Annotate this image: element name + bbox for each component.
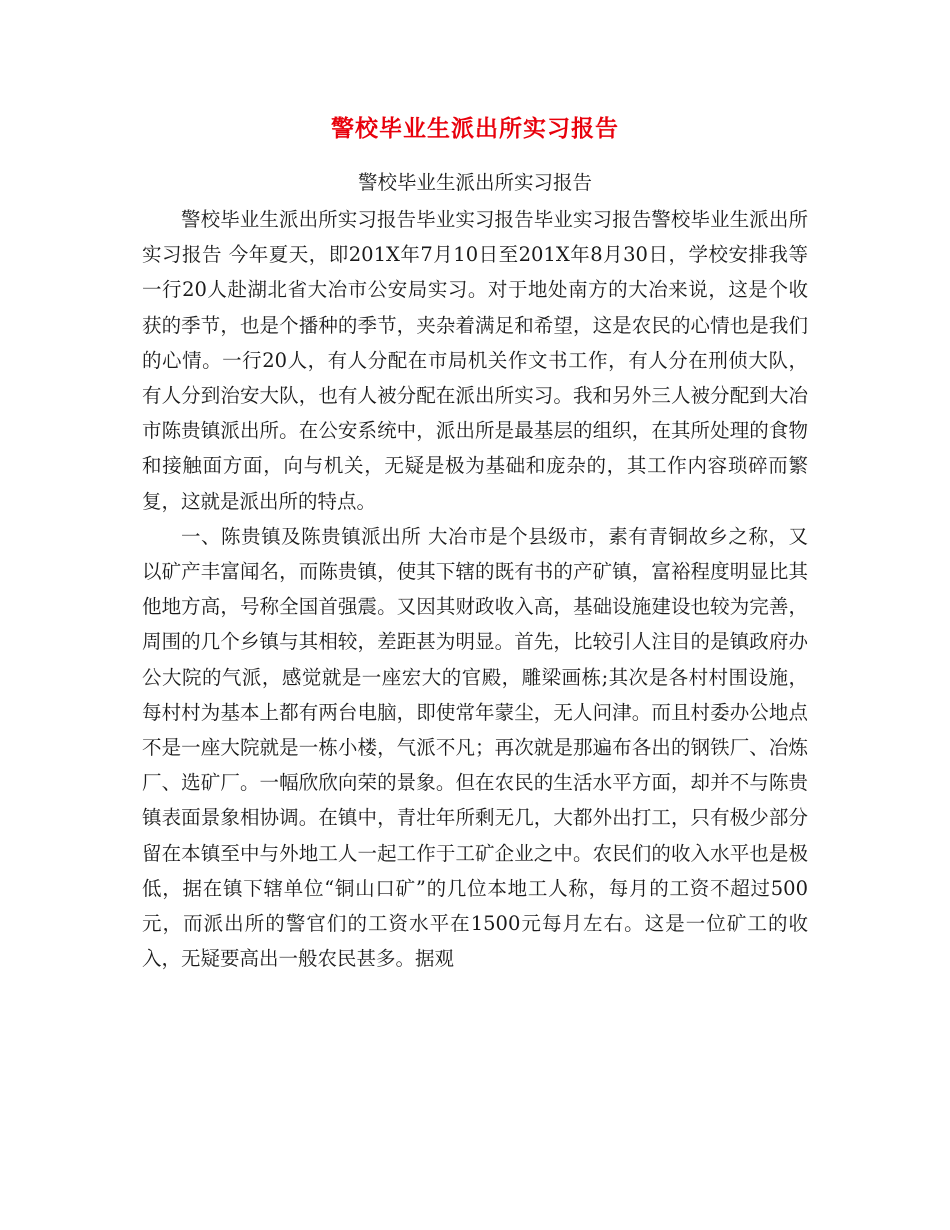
document-title: 警校毕业生派出所实习报告: [331, 115, 619, 142]
paragraph-2: 一、陈贵镇及陈贵镇派出所 大冶市是个县级市，素有青铜故乡之称，又以矿产丰富闻名，而陈贵镇，使其下辖的既有书的产矿镇，富裕程度明显比其他地方高，号称全国首强震。又因其财政收入高，基础设施建设也较为完善，周围的几个乡镇与其相较，差距甚为明显。首先，比较引人注目的是镇政府办公大院的气派，感觉就是一座宏大的官殿，雕梁画栋;其次是各村村围设施，每村村为基本上都有两台电脑，即使常年蒙尘，无人问津。而且村委办公地点不是一座大院就是一栋小楼，气派不凡；再次就是那遍布各出的钢铁厂、冶炼厂、选矿厂。一幅欣欣向荣的景象。但在农民的生活水平方面，却并不与陈贵镇表面景象相协调。在镇中，青壮年所剩无几，大都外出打工，只有极少部分留在本镇至中与外地工人一起工作于工矿企业之中。农民们的收入水平也是极低，据在镇下辖单位“铜山口矿”的几位本地工人称，每月的工资不超过500元，而派出所的警官们的工资水平在1500元每月左右。这是一位矿工的收入，无疑要高出一般农民甚多。据观: [142, 524, 808, 971]
paragraph-1: 警校毕业生派出所实习报告毕业实习报告毕业实习报告警校毕业生派出所实习报告 今年夏天，即201X年7月10日至201X年8月30日，学校安排我等一行20人赴湖北省大冶市公安局实习。对于地处南方的大冶来说，这是个收获的季节，也是个播种的季节，夹杂着满足和希望，这是农民的心情也是我们的心情。一行20人，有人分配在市局机关作文书工作，有人分在刑侦大队，有人分到治安大队，也有人被分配在派出所实习。我和另外三人被分配到大冶市陈贵镇派出所。在公安系统中，派出所是最基层的组织，在其所处理的食物和接触面方面，向与机关，无疑是极为基础和庞杂的，其工作内容琐碎而繁复，这就是派出所的特点。: [142, 208, 808, 513]
document-subtitle: 警校毕业生派出所实习报告: [357, 171, 592, 194]
document-body: [142, 202, 808, 976]
